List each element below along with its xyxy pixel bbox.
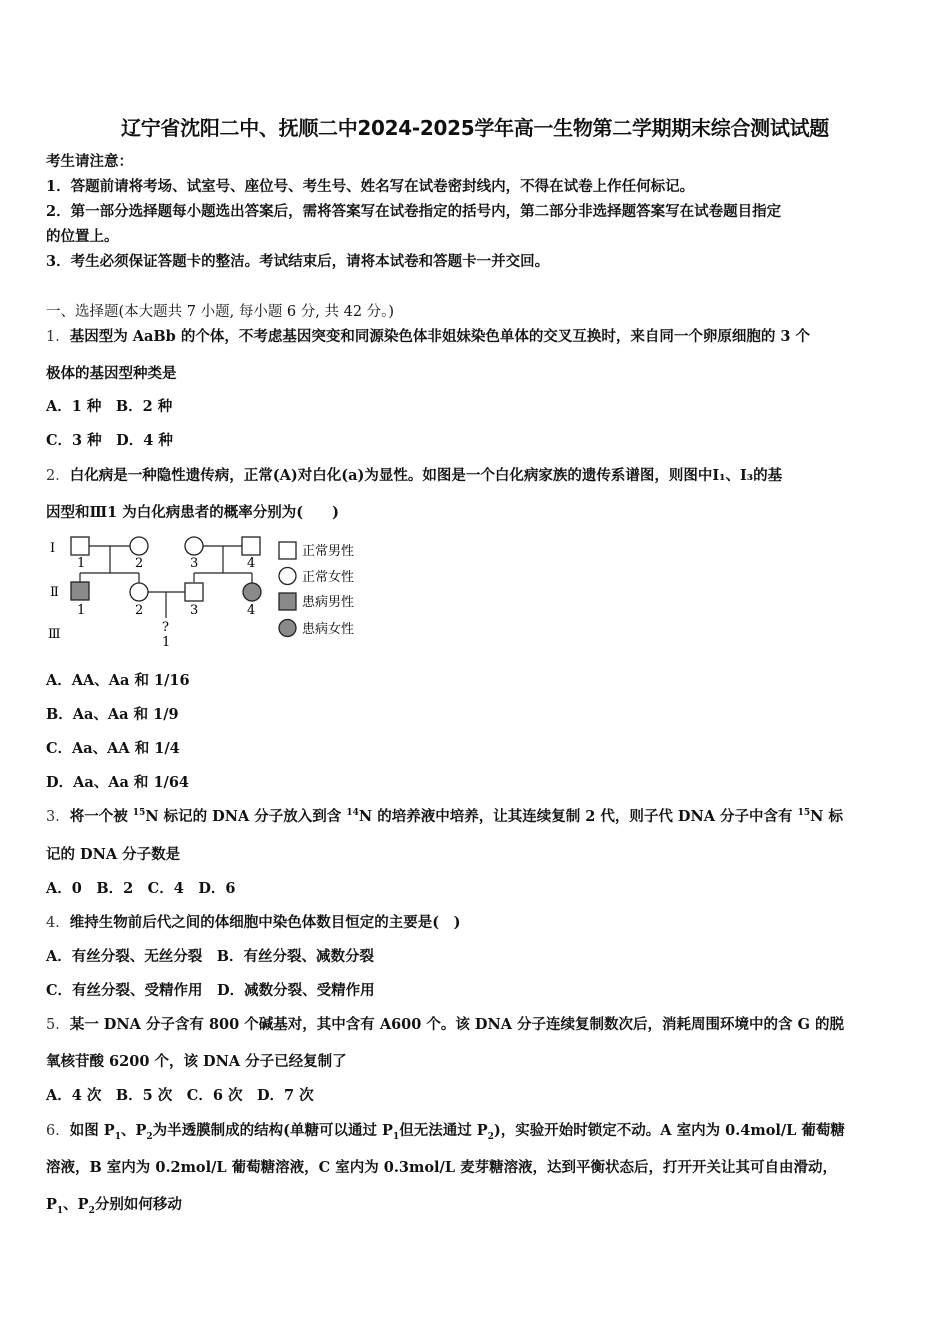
pedigree-diagram <box>46 530 386 655</box>
subscript: 1 <box>114 1131 121 1142</box>
question-2-line2: 因型和Ⅲ1 为白化病患者的概率分别为( ) <box>46 504 340 521</box>
question-5 <box>46 1015 908 1035</box>
pedigree-number: 3 <box>190 603 199 618</box>
question-4-options-cd: C．有丝分裂、受精作用 D．减数分裂、受精作用 <box>46 982 375 999</box>
question-2 <box>46 466 908 486</box>
question-number: 5． <box>46 1017 70 1033</box>
question-text: N 标记的 DNA 分子放入到含 <box>145 808 347 825</box>
notice-item: 3．考生必须保证答题卡的整洁。考试结束后，请将本试卷和答题卡一并交回。 <box>46 253 550 270</box>
legend-normal-female-symbol <box>279 568 296 585</box>
generation-label: Ⅲ <box>48 627 61 642</box>
legend-label: 正常男性 <box>302 544 355 559</box>
question-2-option-c: C．Aa、AA 和 1/4 <box>46 740 180 757</box>
pedigree-number: 1 <box>162 635 171 650</box>
question-text: 、P <box>63 1196 89 1213</box>
page-title: 辽宁省沈阳二中、抚顺二中2024-2025学年高一生物第二学期期末综合测试试题 <box>121 116 829 140</box>
question-text: 白化病是一种隐性遗传病，正常(A)对白化(a)为显性。如图是一个白化病家族的遗传系谱图，则图中Ⅰ₁、Ⅰ₃的基 <box>69 467 783 484</box>
pedigree-number: 2 <box>135 556 144 571</box>
pedigree-number: 3 <box>190 556 199 571</box>
question-text: 、P <box>120 1122 147 1139</box>
question-1-line2: 极体的基因型种类是 <box>46 365 177 382</box>
subscript: 2 <box>88 1205 95 1216</box>
pedigree-I2-normal-female <box>130 537 148 555</box>
question-text: 维持生物前后代之间的体细胞中染色体数目恒定的主要是( ) <box>69 914 461 931</box>
question-text: 为半透膜制成的结构(单糖可以通过 P <box>152 1122 393 1139</box>
subscript: 2 <box>487 1131 494 1142</box>
pedigree-II3-normal-male <box>185 583 203 601</box>
pedigree-number: 2 <box>135 603 144 618</box>
question-4-options-ab: A．有丝分裂、无丝分裂 B．有丝分裂、减数分裂 <box>46 948 375 965</box>
pedigree-II4-affected-female <box>243 583 261 601</box>
question-3-options: A．0 B．2 C．4 D．6 <box>46 880 236 897</box>
question-2-option-a: A．AA、Aa 和 1/16 <box>46 672 190 689</box>
isotope-superscript: 15 <box>797 808 811 819</box>
isotope-superscript: 14 <box>346 808 359 819</box>
section-heading: 一、选择题(本大题共 7 小题, 每小题 6 分, 共 42 分。) <box>46 304 395 320</box>
question-5-line2: 氧核苷酸 6200 个，该 DNA 分子已经复制了 <box>46 1053 347 1070</box>
pedigree-I4-normal-male <box>242 537 260 555</box>
question-2-option-d: D．Aa、Aa 和 1/64 <box>46 774 190 791</box>
notice-item: 的位置上。 <box>46 228 119 245</box>
pedigree-II1-affected-male <box>71 582 89 600</box>
question-text: 基因型为 AaBb 的个体，不考虑基因突变和同源染色体非姐妹染色单体的交叉互换时，来自同一个卵原细胞的 3 个 <box>69 328 811 345</box>
question-text: P <box>46 1196 57 1213</box>
legend-label: 患病男性 <box>302 595 355 610</box>
legend-label: 患病女性 <box>302 622 355 637</box>
notice-item: 1．答题前请将考场、试室号、座位号、考生号、姓名写在试卷密封线内，不得在试卷上作任何标记。 <box>46 178 695 195</box>
question-5-options: A．4 次 B．5 次 C．6 次 D．7 次 <box>46 1087 314 1104</box>
pedigree-number: 1 <box>77 556 86 571</box>
question-6 <box>46 1121 908 1141</box>
subscript: 1 <box>56 1205 64 1216</box>
isotope-superscript: 15 <box>132 808 146 819</box>
question-text: 分别如何移动 <box>94 1196 182 1213</box>
pedigree-I1-normal-male <box>71 537 89 555</box>
question-1-options-cd: C．3 种 D．4 种 <box>46 432 173 449</box>
pedigree-I3-normal-female <box>185 537 203 555</box>
question-text: 某一 DNA 分子含有 800 个碱基对，其中含有 A600 个。该 DNA 分子连续复制数次后，消耗周围环境中的含 G 的脱 <box>69 1016 845 1033</box>
question-number: 6． <box>46 1123 70 1139</box>
question-number: 2． <box>46 468 70 484</box>
pedigree-II2-normal-female <box>130 583 148 601</box>
question-text: N 标 <box>810 808 843 825</box>
generation-label: Ⅱ <box>50 585 59 600</box>
question-text: 如图 P <box>69 1122 115 1139</box>
legend-label: 正常女性 <box>302 570 355 585</box>
question-3-line2: 记的 DNA 分子数是 <box>46 846 181 863</box>
question-3 <box>46 807 908 827</box>
subscript: 1 <box>392 1131 400 1142</box>
legend-normal-male-symbol <box>279 542 296 559</box>
question-4 <box>46 913 908 933</box>
generation-label: Ⅰ <box>50 541 56 556</box>
question-6-line3 <box>46 1195 908 1215</box>
question-2-option-b: B．Aa、Aa 和 1/9 <box>46 706 179 723</box>
subscript: 2 <box>146 1131 153 1142</box>
legend-affected-male-symbol <box>279 593 296 610</box>
pedigree-number: 4 <box>247 556 256 571</box>
question-text: )，实验开始时锁定不动。A 室内为 0.4mol/L 葡萄糖 <box>493 1122 845 1139</box>
question-number: 4． <box>46 915 70 931</box>
notice-heading: 考生请注意： <box>46 153 133 170</box>
question-text: 将一个被 <box>69 808 133 825</box>
pedigree-number: 1 <box>77 603 86 618</box>
legend-affected-female-symbol <box>279 620 296 637</box>
question-1-options-ab: A．1 种 B．2 种 <box>46 398 173 415</box>
pedigree-unknown-mark: ? <box>162 620 169 635</box>
question-number: 1． <box>46 329 70 345</box>
question-text: 但无法通过 P <box>399 1122 488 1139</box>
question-6-line2: 溶液，B 室内为 0.2mol/L 葡萄糖溶液，C 室内为 0.3mol/L 麦芽糖溶液，达到平衡状态后，打开开关让其可自由滑动， <box>46 1159 838 1176</box>
question-1 <box>46 327 908 347</box>
question-number: 3． <box>46 809 70 825</box>
question-text: N 的培养液中培养，让其连续复制 2 代，则子代 DNA 分子中含有 <box>358 808 798 825</box>
pedigree-number: 4 <box>247 603 256 618</box>
notice-item: 2．第一部分选择题每小题选出答案后，需将答案写在试卷指定的括号内，第二部分非选择题答案写在试卷题目指定 <box>46 203 782 220</box>
